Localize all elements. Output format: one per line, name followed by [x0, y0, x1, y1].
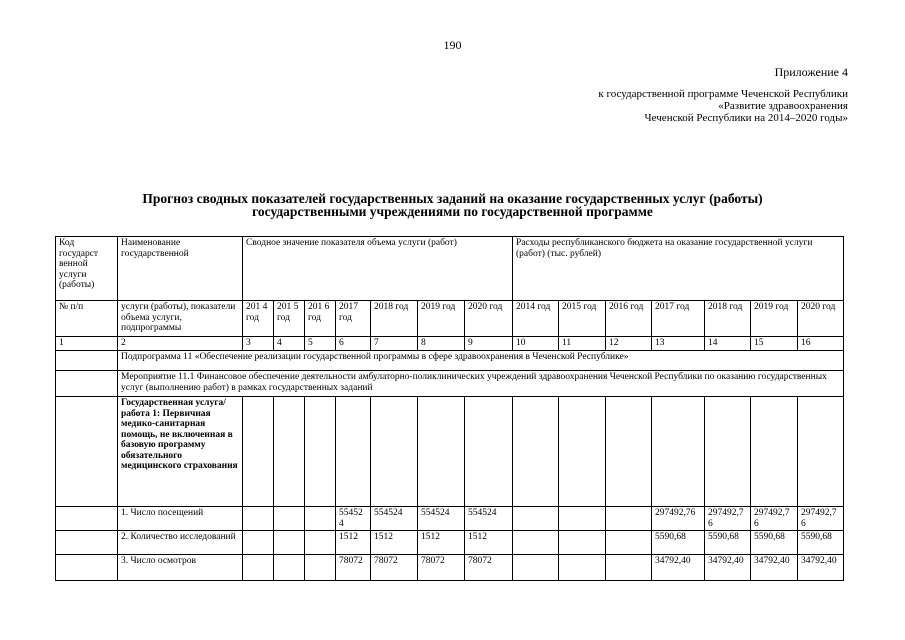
exp-year-header: 2014 год [513, 301, 559, 337]
vol-cell [305, 555, 336, 581]
exp-cell: 297492,76 [798, 507, 844, 531]
exp-cell: 297492,76 [652, 507, 705, 531]
empty-cell [56, 531, 118, 555]
empty-cell [336, 397, 371, 507]
vol-year-header: 2018 год [371, 301, 418, 337]
column-number: 11 [559, 337, 606, 351]
vol-cell: 78072 [465, 555, 513, 581]
exp-cell: 297492,76 [751, 507, 798, 531]
header-expense-group: Расходы республиканского бюджета на оказание государственной услуги (работ) (тыс. рублей) [513, 237, 844, 301]
vol-cell: 1512 [371, 531, 418, 555]
empty-cell [56, 351, 118, 371]
vol-cell: 78072 [371, 555, 418, 581]
exp-cell [606, 507, 652, 531]
vol-cell [274, 555, 305, 581]
header-row [56, 237, 844, 301]
column-number: 16 [798, 337, 844, 351]
vol-cell: 1512 [465, 531, 513, 555]
column-number: 7 [371, 337, 418, 351]
measure-title: Мероприятие 11.1 Финансовое обеспечение деятельности амбулаторно-поликлинических учреждений здравоохранения Чеченской Республики по оказанию государственных услуг (выполнению работ) в рамках государственных заданий [118, 371, 844, 397]
vol-cell [243, 531, 274, 555]
indicator-row [56, 555, 844, 581]
empty-cell [513, 397, 559, 507]
vol-cell [243, 507, 274, 531]
exp-year-header: 2019 год [751, 301, 798, 337]
empty-cell [705, 397, 751, 507]
vol-cell: 554524 [336, 507, 371, 531]
empty-cell [559, 397, 606, 507]
exp-year-header: 2016 год [606, 301, 652, 337]
column-number: 13 [652, 337, 705, 351]
indicator-row [56, 507, 844, 531]
empty-cell [56, 397, 118, 507]
vol-cell: 1512 [418, 531, 465, 555]
indicator-row [56, 531, 844, 555]
empty-cell [652, 397, 705, 507]
header-code: Код государст венной услуги (работы) [56, 237, 118, 301]
measure-row [56, 371, 844, 397]
exp-cell: 34792,40 [798, 555, 844, 581]
empty-cell [56, 555, 118, 581]
exp-cell [513, 555, 559, 581]
empty-cell [243, 397, 274, 507]
column-number: 2 [118, 337, 243, 351]
appendix-title: Приложение 4 [774, 65, 848, 79]
vol-year-header: 2017 год [336, 301, 371, 337]
column-number: 8 [418, 337, 465, 351]
exp-cell [606, 555, 652, 581]
vol-year-header: 201 6 год [305, 301, 336, 337]
header-name-cont: услуги (работы), показатели объема услуги, подпрограммы [118, 301, 243, 337]
subprogram-row [56, 351, 844, 371]
service-row [56, 397, 844, 507]
subheader-row [56, 301, 844, 337]
exp-cell: 34792,40 [751, 555, 798, 581]
appendix-block [598, 88, 848, 124]
empty-cell [274, 397, 305, 507]
header-volume-group: Сводное значение показателя объема услуги (работ) [243, 237, 513, 301]
empty-cell [751, 397, 798, 507]
exp-year-header: 2018 год [705, 301, 751, 337]
document-title-line: Прогноз сводных показателей государственных заданий на оказание государственных услуг (работы) [142, 191, 763, 206]
empty-cell [56, 371, 118, 397]
vol-cell: 554524 [371, 507, 418, 531]
document-title [0, 192, 905, 218]
header-num: № п/п [56, 301, 118, 337]
column-number: 10 [513, 337, 559, 351]
vol-year-header: 2019 год [418, 301, 465, 337]
page-number: 190 [443, 38, 462, 52]
vol-cell: 78072 [418, 555, 465, 581]
exp-cell: 34792,40 [652, 555, 705, 581]
column-number: 12 [606, 337, 652, 351]
vol-cell [274, 507, 305, 531]
exp-year-header: 2017 год [652, 301, 705, 337]
indicator-name: 3. Число осмотров [118, 555, 243, 581]
vol-year-header: 2020 год [465, 301, 513, 337]
empty-cell [606, 397, 652, 507]
document-title-line: государственными учреждениями по государственной программе [252, 204, 653, 219]
column-number: 15 [751, 337, 798, 351]
vol-cell [305, 531, 336, 555]
column-number: 5 [305, 337, 336, 351]
exp-cell: 5590,68 [705, 531, 751, 555]
column-number: 9 [465, 337, 513, 351]
exp-cell: 5590,68 [798, 531, 844, 555]
appendix-line: Чеченской Республики на 2014–2020 годы» [644, 112, 848, 124]
exp-year-header: 2020 год [798, 301, 844, 337]
exp-cell [513, 531, 559, 555]
empty-cell [418, 397, 465, 507]
indicator-name: 1. Число посещений [118, 507, 243, 531]
exp-cell: 5590,68 [652, 531, 705, 555]
vol-cell: 1512 [336, 531, 371, 555]
vol-cell: 554524 [418, 507, 465, 531]
vol-cell [243, 555, 274, 581]
column-number: 1 [56, 337, 118, 351]
exp-cell [559, 531, 606, 555]
empty-cell [56, 507, 118, 531]
header-name: Наименование государственной [118, 237, 243, 301]
exp-cell [559, 555, 606, 581]
service-title: Государственная услуга/работа 1: Первичная медико-санитарная помощь, не включенная в базовую программу обязательного медицинского страхования [118, 397, 243, 507]
vol-cell [274, 531, 305, 555]
vol-cell: 78072 [336, 555, 371, 581]
column-number: 4 [274, 337, 305, 351]
vol-cell [305, 507, 336, 531]
indicators-table [55, 236, 844, 581]
empty-cell [798, 397, 844, 507]
vol-cell: 554524 [465, 507, 513, 531]
empty-cell [371, 397, 418, 507]
empty-cell [465, 397, 513, 507]
column-number-row [56, 337, 844, 351]
appendix-line: «Развитие здравоохранения [718, 100, 848, 112]
column-number: 14 [705, 337, 751, 351]
column-number: 3 [243, 337, 274, 351]
appendix-line: к государственной программе Чеченской Республики [598, 88, 848, 100]
vol-year-header: 201 4 год [243, 301, 274, 337]
exp-cell [513, 507, 559, 531]
exp-cell [606, 531, 652, 555]
exp-year-header: 2015 год [559, 301, 606, 337]
exp-cell: 34792,40 [705, 555, 751, 581]
empty-cell [305, 397, 336, 507]
subprogram-title: Подпрограмма 11 «Обеспечение реализации государственной программы в сфере здравоохранения в Чеченской Республике» [118, 351, 844, 371]
exp-cell: 5590,68 [751, 531, 798, 555]
exp-cell: 297492,76 [705, 507, 751, 531]
vol-year-header: 201 5 год [274, 301, 305, 337]
column-number: 6 [336, 337, 371, 351]
indicator-name: 2. Количество исследований [118, 531, 243, 555]
exp-cell [559, 507, 606, 531]
